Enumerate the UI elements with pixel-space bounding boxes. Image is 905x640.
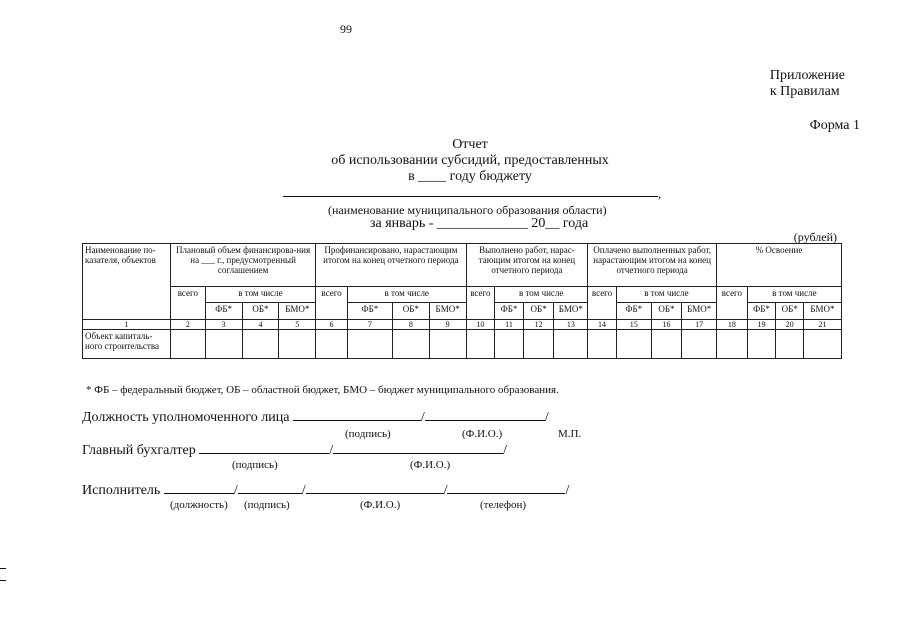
column-number: 6 — [316, 320, 348, 330]
official-label: Должность уполномоченного лица — [82, 410, 290, 425]
column-number: 9 — [429, 320, 466, 330]
column-number: 4 — [242, 320, 279, 330]
total-cell: всего — [316, 287, 348, 320]
bmo-cell: БМО* — [554, 303, 588, 320]
table-cell[interactable] — [747, 330, 776, 359]
column-number: 11 — [495, 320, 524, 330]
row-label: Объект капиталь-ного строительства — [83, 330, 171, 359]
ob-cell: ОБ* — [651, 303, 682, 320]
fb-cell: ФБ* — [616, 303, 651, 320]
header-works: Выполнено работ, нарас-тающим итогом на конец отчетного периода — [466, 244, 588, 287]
slash: / — [443, 483, 448, 498]
municipality-caption: (наименование муниципального образования области) — [328, 203, 607, 217]
header-name: Наименование по-казателя, объектов — [83, 244, 171, 320]
fb-cell: ФБ* — [495, 303, 524, 320]
column-number: 21 — [803, 320, 841, 330]
title-line3: в ____ году бюджету — [408, 169, 532, 184]
report-period: за январь - _____________ 20__ года — [370, 216, 589, 231]
table-cell[interactable] — [717, 330, 748, 359]
slash: / — [329, 443, 334, 458]
column-number: 17 — [682, 320, 717, 330]
table-cell[interactable] — [616, 330, 651, 359]
ob-cell: ОБ* — [242, 303, 279, 320]
column-number: 1 — [83, 320, 171, 330]
table-cell[interactable] — [466, 330, 495, 359]
accountant-fio-caption: (Ф.И.О.) — [410, 459, 451, 471]
bmo-cell: БМО* — [279, 303, 316, 320]
municipality-comma: , — [658, 186, 662, 201]
table-cell[interactable] — [495, 330, 524, 359]
column-number: 12 — [523, 320, 554, 330]
slash: / — [420, 410, 425, 425]
margin-mark — [0, 568, 6, 569]
executor-fio-field[interactable] — [306, 481, 444, 494]
official-signature-caption: (подпись) — [345, 428, 391, 440]
appendix-line2: к Правилам — [769, 84, 840, 99]
ob-cell: ОБ* — [392, 303, 429, 320]
stamp-place: М.П. — [558, 428, 582, 440]
executor-position-caption: (должность) — [170, 499, 228, 511]
header-percent: % Освоение — [717, 244, 842, 287]
column-number: 14 — [588, 320, 617, 330]
footnote: * ФБ – федеральный бюджет, ОБ – областной бюджет, БМО – бюджет муниципального образования. — [86, 384, 559, 396]
form-label: Форма 1 — [809, 118, 860, 133]
header-financed: Профинансировано, нарастающим итогом на конец отчетного периода — [316, 244, 466, 287]
official-fio-caption: (Ф.И.О.) — [462, 428, 503, 440]
column-number: 16 — [651, 320, 682, 330]
executor-position-field[interactable] — [164, 481, 234, 494]
slash: / — [544, 410, 549, 425]
header-row — [83, 244, 842, 287]
column-number: 2 — [170, 320, 205, 330]
column-number: 3 — [205, 320, 242, 330]
appendix-note — [770, 68, 845, 100]
header-paid: Оплачено выполненных работ, нарастающим итогом на конец отчетного периода — [588, 244, 717, 287]
table-cell[interactable] — [170, 330, 205, 359]
table-cell[interactable] — [588, 330, 617, 359]
including-cell: в том числе — [747, 287, 841, 303]
fb-cell: ФБ* — [747, 303, 776, 320]
column-number: 7 — [347, 320, 392, 330]
column-number: 15 — [616, 320, 651, 330]
accountant-signature-line — [82, 441, 507, 459]
accountant-signature-caption: (подпись) — [232, 459, 278, 471]
including-cell: в том числе — [616, 287, 716, 303]
table-cell[interactable] — [651, 330, 682, 359]
title-line2: об использовании субсидий, предоставленных — [331, 153, 609, 168]
column-number: 19 — [747, 320, 776, 330]
slash: / — [503, 443, 508, 458]
units-label: (рублей) — [793, 230, 837, 244]
page-number: 99 — [340, 22, 352, 36]
executor-label: Исполнитель — [82, 483, 161, 498]
table-cell[interactable] — [316, 330, 348, 359]
bmo-cell: БМО* — [429, 303, 466, 320]
ob-cell: ОБ* — [776, 303, 804, 320]
table-cell[interactable] — [554, 330, 588, 359]
report-table — [82, 243, 842, 359]
column-number: 20 — [776, 320, 804, 330]
margin-mark — [0, 580, 6, 581]
accountant-signature-field[interactable] — [199, 441, 329, 454]
column-number: 18 — [717, 320, 748, 330]
accountant-fio-field[interactable] — [333, 441, 503, 454]
including-cell: в том числе — [347, 287, 466, 303]
official-fio-field[interactable] — [425, 408, 545, 421]
fb-cell: ФБ* — [205, 303, 242, 320]
executor-signature-line — [82, 481, 569, 499]
column-number: 13 — [554, 320, 588, 330]
executor-phone-caption: (телефон) — [480, 499, 527, 511]
header-planned: Плановый объем финансирова-ния на ___ г., предусмотренный соглашением — [170, 244, 315, 287]
table-cell[interactable] — [205, 330, 242, 359]
executor-signature-caption: (подпись) — [244, 499, 290, 511]
executor-fio-caption: (Ф.И.О.) — [360, 499, 401, 511]
table-cell[interactable] — [347, 330, 392, 359]
table-cell[interactable] — [776, 330, 804, 359]
table-cell[interactable] — [429, 330, 466, 359]
bmo-cell: БМО* — [803, 303, 841, 320]
title-line1: Отчет — [452, 137, 488, 152]
municipality-name-line — [283, 186, 658, 197]
table-row — [83, 330, 842, 359]
official-signature-line — [82, 408, 549, 426]
total-cell: всего — [466, 287, 495, 320]
subheader-row — [83, 287, 842, 303]
table-cell[interactable] — [279, 330, 316, 359]
column-number: 8 — [392, 320, 429, 330]
including-cell: в том числе — [495, 287, 588, 303]
slash: / — [565, 483, 570, 498]
official-signature-field[interactable] — [293, 408, 421, 421]
accountant-label: Главный бухгалтер — [82, 443, 196, 458]
executor-signature-field[interactable] — [238, 481, 302, 494]
column-number: 5 — [279, 320, 316, 330]
table-cell[interactable] — [242, 330, 279, 359]
report-title — [300, 137, 640, 185]
bmo-cell: БМО* — [682, 303, 717, 320]
including-cell: в том числе — [205, 287, 315, 303]
slash: / — [301, 483, 306, 498]
executor-phone-field[interactable] — [447, 481, 565, 494]
total-cell: всего — [170, 287, 205, 320]
table-cell[interactable] — [392, 330, 429, 359]
table-cell[interactable] — [803, 330, 841, 359]
appendix-line1: Приложение — [769, 68, 845, 83]
slash: / — [233, 483, 238, 498]
fb-cell: ФБ* — [347, 303, 392, 320]
total-cell: всего — [717, 287, 748, 320]
table-cell[interactable] — [682, 330, 717, 359]
ob-cell: ОБ* — [523, 303, 554, 320]
column-number-row — [83, 320, 842, 330]
table-cell[interactable] — [523, 330, 554, 359]
column-number: 10 — [466, 320, 495, 330]
total-cell: всего — [588, 287, 617, 320]
